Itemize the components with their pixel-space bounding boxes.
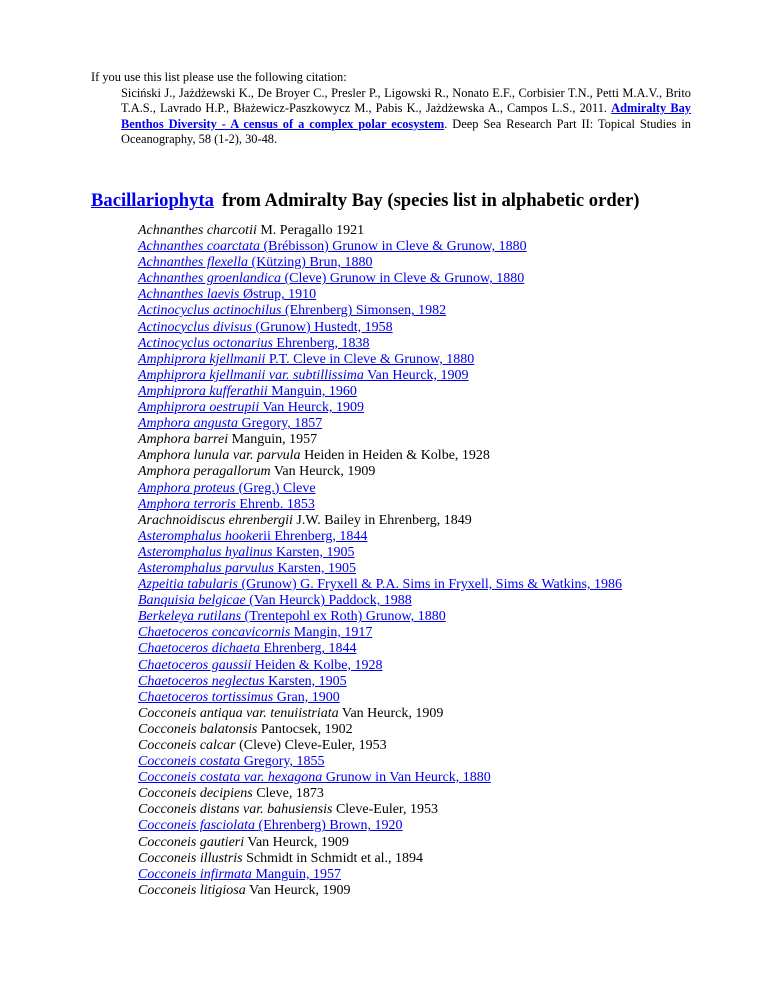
species-name: Arachnoidiscus ehrenbergii (138, 512, 293, 528)
species-name: Achnanthes coarctata (138, 239, 260, 255)
species-authority: Van Heurck, 1909 (262, 400, 364, 416)
species-item[interactable] (138, 287, 622, 303)
citation-intro: If you use this list please use the following citation: (91, 70, 347, 84)
species-authority: Van Heurck, 1909 (247, 834, 349, 850)
species-authority: Ehrenberg, 1844 (263, 641, 357, 657)
species-link[interactable] (138, 609, 446, 624)
species-authority: (Grunow) Hustedt, 1958 (255, 319, 393, 335)
species-name: Cocconeis infirmata (138, 866, 252, 882)
citation-title-end: . (444, 116, 448, 131)
species-name: Actinocyclus octonarius (138, 335, 273, 351)
species-name: Achnanthes charcotii (138, 223, 257, 238)
species-authority: Cleve, 1873 (256, 786, 324, 802)
species-link[interactable] (138, 336, 369, 351)
species-name: Amphiprora oestrupii (138, 400, 260, 416)
species-name: Cocconeis antiqua var. tenuiistriata (138, 705, 339, 721)
species-name: Cocconeis decipiens (138, 786, 253, 802)
species-authority: Van Heurck, 1909 (367, 367, 469, 383)
species-authority: J.W. Bailey in Ehrenberg, 1849 (296, 512, 472, 528)
species-item[interactable] (138, 529, 622, 545)
species-authority: Van Heurck, 1909 (341, 705, 444, 721)
species-authority: Heiden in Heiden & Kolbe, 1928 (304, 448, 490, 464)
species-item[interactable] (138, 368, 622, 384)
citation-journal: Deep Sea Research Part II: Topical Studies in Oceanography, 58 (1-2), 30-48. (121, 116, 691, 146)
species-item[interactable] (138, 545, 622, 561)
species-authority: Manguin, 1957 (255, 866, 341, 882)
species-name: Banquisia belgicae (138, 593, 246, 609)
species-item[interactable] (138, 239, 622, 255)
species-link[interactable] (138, 658, 382, 673)
species-link[interactable] (138, 368, 469, 383)
species-item (138, 464, 622, 480)
species-authority: Manguin, 1957 (231, 432, 318, 448)
species-item[interactable] (138, 690, 622, 706)
species-link[interactable] (138, 481, 316, 496)
species-name: Cocconeis gautieri (138, 834, 245, 850)
species-authority: Gregory, 1855 (243, 754, 325, 770)
species-name: Chaetoceros dichaeta (138, 641, 260, 657)
species-item[interactable] (138, 770, 622, 786)
species-name: Amphora terroris (138, 496, 236, 512)
species-link[interactable] (138, 271, 524, 286)
species-authority: Karsten, 1905 (275, 544, 355, 560)
species-item[interactable] (138, 255, 622, 271)
species-item[interactable] (138, 674, 622, 690)
species-link[interactable] (138, 561, 356, 576)
species-authority: Østrup, 1910 (242, 287, 317, 303)
species-name: Amphora proteus (138, 480, 236, 496)
species-link[interactable] (138, 400, 364, 415)
species-authority: (Ehrenberg) Simonsen, 1982 (284, 303, 447, 319)
species-link[interactable] (138, 577, 622, 592)
page-heading (91, 190, 639, 212)
species-link[interactable] (138, 674, 347, 689)
species-link[interactable] (138, 416, 322, 431)
species-link[interactable] (138, 303, 446, 318)
species-name: Cocconeis calcar (138, 738, 236, 753)
species-authority: Schmidt in Schmidt et al., 1894 (246, 850, 424, 866)
species-name: Asteromphalus hyalinus (138, 544, 273, 560)
species-item (138, 448, 622, 464)
species-item[interactable] (138, 818, 622, 834)
species-item (138, 786, 622, 802)
species-item[interactable] (138, 577, 622, 593)
species-name: Berkeleya rutilans (138, 609, 242, 625)
species-link[interactable] (138, 352, 474, 367)
species-item (138, 722, 622, 738)
species-link[interactable] (138, 818, 403, 833)
species-name: Achnanthes flexella (138, 255, 249, 271)
species-authority: Van Heurck, 1909 (273, 464, 376, 480)
species-name: Cocconeis illustris (138, 850, 243, 866)
species-authority: Gregory, 1857 (241, 416, 323, 432)
species-item[interactable] (138, 352, 622, 368)
species-authority: Heiden & Kolbe, 1928 (254, 657, 383, 673)
species-authority: Pantocsek, 1902 (260, 721, 353, 737)
species-name: Amphora lunula var. parvula (138, 448, 301, 464)
species-item[interactable] (138, 754, 622, 770)
species-item[interactable] (138, 416, 622, 432)
species-item (138, 851, 622, 867)
species-name: Chaetoceros tortissimus (138, 689, 274, 705)
species-name: Chaetoceros neglectus (138, 673, 265, 689)
species-authority: P.T. Cleve in Cleve & Grunow, 1880 (268, 351, 475, 367)
species-item[interactable] (138, 593, 622, 609)
species-authority: (Brébisson) Grunow in Cleve & Grunow, 1880 (263, 239, 527, 255)
species-item (138, 835, 622, 851)
species-name: Cocconeis balatonsis (138, 721, 258, 737)
species-name: Amphora angusta (138, 416, 238, 432)
species-list (138, 223, 622, 899)
species-name: Amphora barrei (138, 432, 229, 448)
species-authority: Cleve-Euler, 1953 (335, 802, 439, 818)
species-item[interactable] (138, 561, 622, 577)
species-link[interactable] (138, 287, 316, 302)
species-item (138, 223, 622, 239)
species-authority: (Ehrenberg) Brown, 1920 (258, 818, 403, 834)
species-authority: Manguin, 1960 (271, 383, 357, 399)
citation-title-link[interactable]: Admiralty Bay Benthos Diversity - A census of a complex polar ecosystem (121, 101, 691, 131)
species-name: Achnanthes groenlandica (138, 271, 281, 287)
species-item[interactable] (138, 867, 622, 883)
species-name: Actinocyclus divisus (138, 319, 252, 335)
species-authority: M. Peragallo 1921 (260, 223, 365, 238)
species-link[interactable] (138, 770, 491, 785)
species-item (138, 883, 622, 899)
species-authority: Karsten, 1905 (277, 560, 357, 576)
species-name: Cocconeis litigiosa (138, 882, 246, 898)
species-name: Cocconeis costata var. hexagona (138, 770, 323, 786)
species-authority: Karsten, 1905 (268, 673, 347, 689)
species-authority: Van Heurck, 1909 (248, 882, 351, 898)
species-item (138, 706, 622, 722)
species-authority: (Kützing) Brun, 1880 (251, 255, 373, 271)
species-item (138, 802, 622, 818)
species-link[interactable] (138, 255, 372, 270)
species-item[interactable] (138, 271, 622, 287)
species-item[interactable] (138, 641, 622, 657)
species-name: Asteromphalus parvulus (138, 560, 274, 576)
species-name: Achnanthes laevis (138, 287, 240, 303)
species-name: Amphiprora kjellmanii (138, 351, 266, 367)
species-authority: Ehrenberg, 1838 (276, 335, 370, 351)
species-item (138, 738, 622, 754)
species-link[interactable] (138, 641, 357, 656)
species-name: Cocconeis fasciolata (138, 818, 256, 834)
species-item[interactable] (138, 400, 622, 416)
species-authority: (Greg.) Cleve (238, 480, 316, 496)
citation-reference (121, 86, 691, 148)
species-item[interactable] (138, 320, 622, 336)
species-link[interactable] (138, 545, 354, 560)
species-link[interactable] (138, 497, 315, 512)
species-link[interactable] (138, 754, 325, 769)
species-name: Actinocyclus actinochilus (138, 303, 282, 319)
species-link[interactable] (138, 320, 393, 335)
species-authority: Ehrenb. 1853 (239, 496, 315, 512)
species-item[interactable] (138, 658, 622, 674)
citation-block (91, 70, 691, 148)
species-link[interactable] (138, 593, 412, 608)
species-authority: (Trentepohl ex Roth) Grunow, 1880 (244, 609, 446, 625)
species-name: Cocconeis distans var. bahusiensis (138, 802, 333, 818)
species-item[interactable] (138, 384, 622, 400)
species-item[interactable] (138, 625, 622, 641)
species-link[interactable] (138, 690, 340, 705)
species-item[interactable] (138, 481, 622, 497)
species-authority: Mangin, 1917 (293, 625, 373, 641)
bacillariophyta-link[interactable]: Bacillariophyta (91, 190, 214, 211)
species-item[interactable] (138, 609, 622, 625)
citation-authors: Siciński J., Jażdżewski K., De Broyer C., Presler P., Ligowski R., Nonato E.F., Corbisier T.N., Petti M.A.V., Brito T.A.S., Lavrado H.P., Błażewicz-Paszkowycz M., Pabis K., Jażdżewska A., Campos L.S., 2011. (121, 85, 691, 115)
species-name: Amphiprora kufferathii (138, 383, 268, 399)
species-item (138, 432, 622, 448)
species-item (138, 513, 622, 529)
species-name: Cocconeis costata (138, 754, 241, 770)
species-link[interactable] (138, 529, 367, 544)
heading-text: from Admiralty Bay (species list in alphabetic order) (221, 190, 640, 211)
species-link[interactable] (138, 867, 341, 882)
species-item[interactable] (138, 303, 622, 319)
species-name: Amphiprora kjellmanii var. subtillissima (138, 367, 364, 383)
species-link[interactable] (138, 239, 527, 254)
species-item[interactable] (138, 336, 622, 352)
species-name: Azpeitia tabularis (138, 577, 238, 593)
species-authority: (Grunow) G. Fryxell & P.A. Sims in Fryxell, Sims & Watkins, 1986 (241, 577, 622, 593)
species-name: Asteromphalus hooke (138, 528, 259, 544)
species-name-tail: rii (258, 528, 271, 544)
species-link[interactable] (138, 384, 357, 399)
species-authority: (Cleve) Cleve-Euler, 1953 (239, 738, 387, 753)
species-link[interactable] (138, 625, 372, 640)
species-name: Chaetoceros gaussii (138, 657, 252, 673)
species-name: Amphora peragallorum (138, 464, 271, 480)
species-name: Chaetoceros concavicornis (138, 625, 291, 641)
species-authority: (Cleve) Grunow in Cleve & Grunow, 1880 (284, 271, 525, 287)
species-authority: Gran, 1900 (276, 689, 340, 705)
species-item[interactable] (138, 497, 622, 513)
species-authority: Grunow in Van Heurck, 1880 (325, 770, 491, 786)
species-authority: Ehrenberg, 1844 (274, 528, 368, 544)
species-authority: (Van Heurck) Paddock, 1988 (249, 593, 412, 609)
